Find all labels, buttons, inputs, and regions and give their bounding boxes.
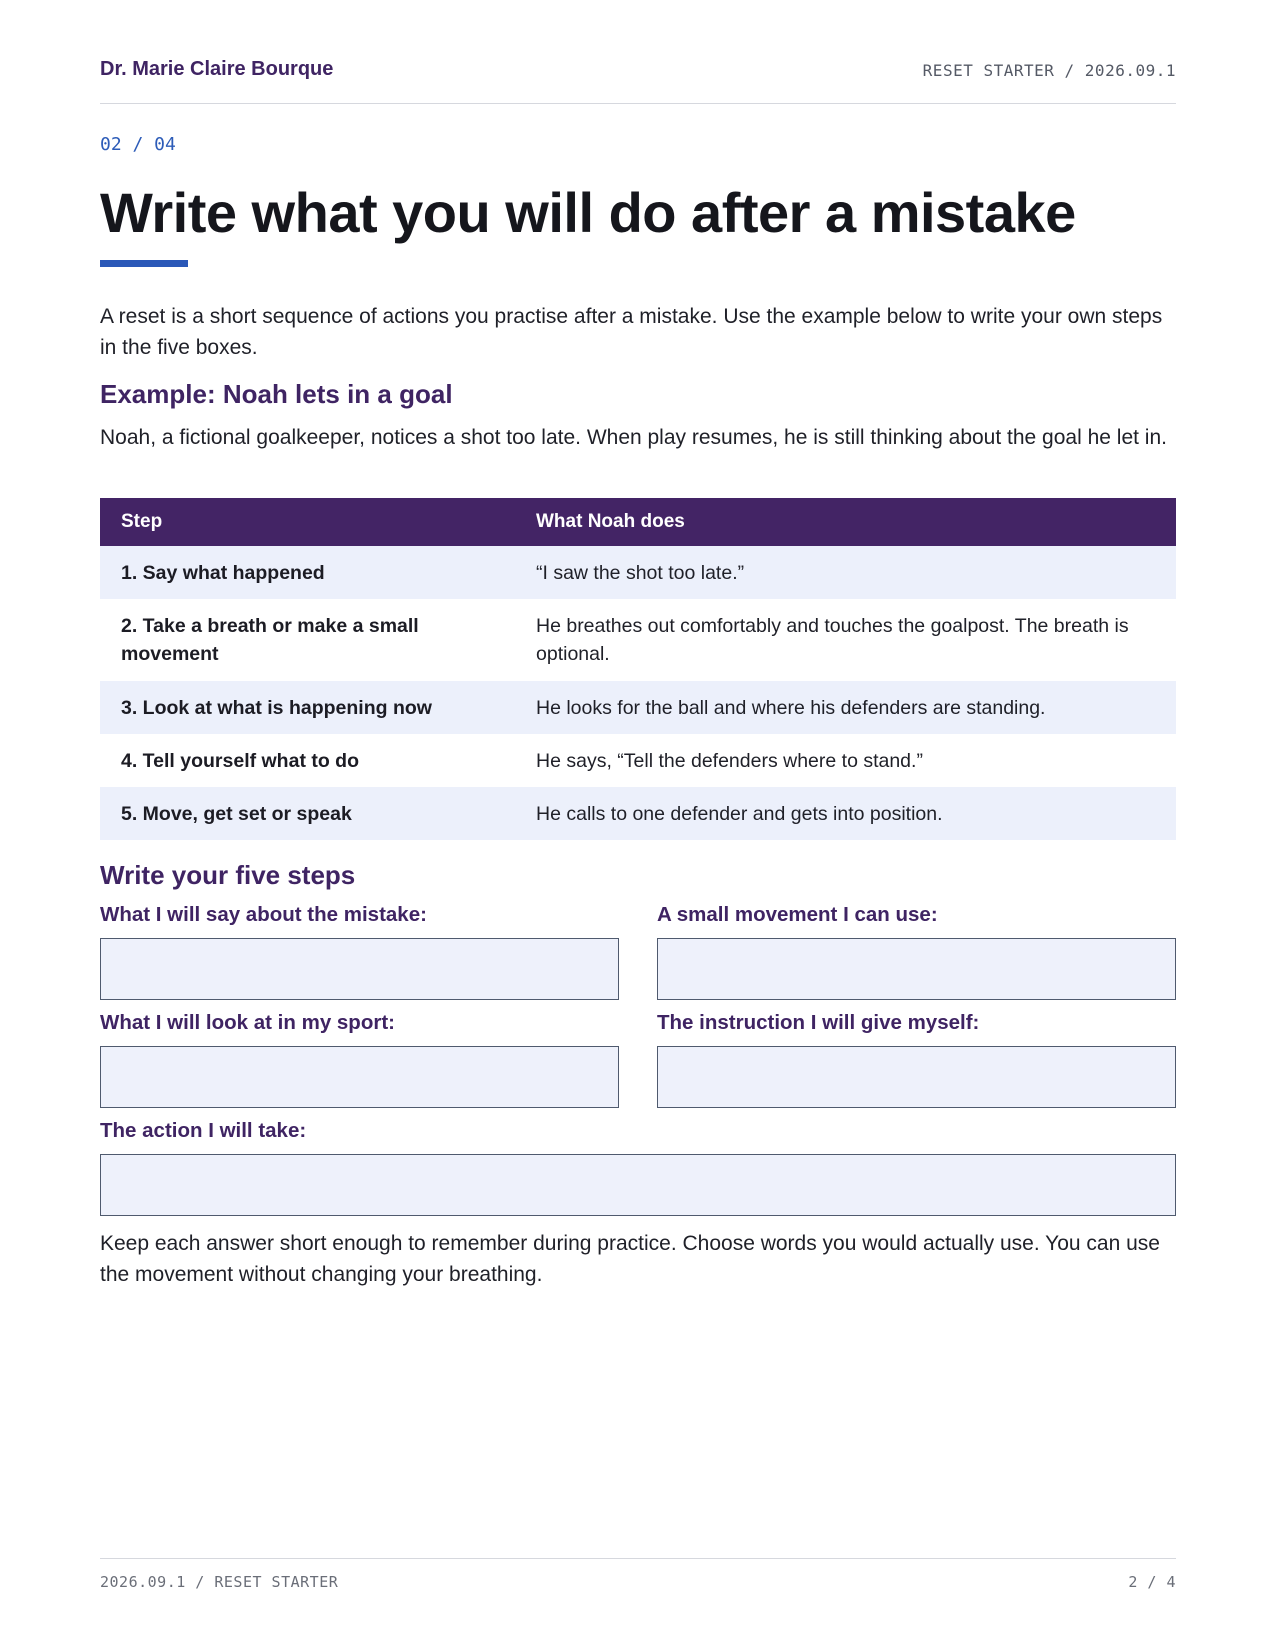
action-label: The action I will take:	[100, 1119, 307, 1142]
document-id: RESET STARTER / 2026.09.1	[922, 61, 1176, 80]
worksheet-page	[100, 0, 1176, 1650]
example-description: Noah, a fictional goalkeeper, notices a shot too late. When play resumes, he is still thinking about the goal he let in.	[100, 426, 1167, 449]
footer-document-id: 2026.09.1 / RESET STARTER	[100, 1573, 339, 1591]
closing-note: Keep each answer short enough to remember during practice. Choose words you would actually use. You can use the movement without changing your breathing.	[100, 1232, 1160, 1286]
action-cell: He calls to one defender and gets into position.	[515, 787, 1176, 840]
say-mistake-input[interactable]	[100, 938, 619, 1000]
intro-paragraph: A reset is a short sequence of actions you practise after a mistake. Use the example below to write your own steps in the five boxes.	[100, 305, 1163, 359]
self-instruction-label: The instruction I will give myself:	[657, 1011, 980, 1034]
title-accent-bar	[100, 260, 188, 267]
table-row	[100, 681, 1176, 734]
step-cell: 3. Look at what is happening now	[100, 681, 515, 734]
column-header-what: What Noah does	[515, 498, 1176, 546]
action-cell: “I saw the shot too late.”	[515, 546, 1176, 599]
action-cell: He says, “Tell the defenders where to stand.”	[536, 749, 923, 772]
small-movement-label: A small movement I can use:	[657, 903, 938, 926]
step-cell: 5. Move, get set or speak	[100, 787, 515, 840]
column-header-step: Step	[100, 498, 515, 546]
example-steps-table	[100, 498, 1176, 840]
say-mistake-label: What I will say about the mistake:	[100, 903, 427, 926]
self-instruction-input[interactable]	[657, 1046, 1176, 1108]
action-input[interactable]	[100, 1154, 1176, 1216]
action-cell: He looks for the ball and where his defenders are standing.	[515, 681, 1176, 734]
footer-page-number: 2 / 4	[1128, 1573, 1176, 1591]
table-row	[100, 787, 1176, 840]
table-header-row	[100, 498, 1176, 546]
look-at-label: What I will look at in my sport:	[100, 1011, 395, 1034]
footer-divider	[100, 1558, 1176, 1559]
page-header	[100, 56, 1176, 86]
page-title: Write what you will do after a mistake	[100, 181, 1076, 244]
table-row	[100, 734, 1176, 787]
table-row	[100, 599, 1176, 681]
small-movement-input[interactable]	[657, 938, 1176, 1000]
step-cell: 2. Take a breath or make a small movement	[121, 615, 419, 665]
example-heading: Example: Noah lets in a goal	[100, 379, 453, 409]
author-name: Dr. Marie Claire Bourque	[100, 58, 334, 80]
action-cell: He breathes out comfortably and touches the goalpost. The breath is optional.	[536, 615, 1129, 665]
header-divider	[100, 103, 1176, 104]
table-row	[100, 546, 1176, 599]
section-counter: 02 / 04	[100, 134, 176, 155]
worksheet-heading: Write your five steps	[100, 860, 356, 890]
step-cell: 4. Tell yourself what to do	[121, 749, 359, 772]
step-cell: 1. Say what happened	[100, 546, 515, 599]
look-at-input[interactable]	[100, 1046, 619, 1108]
